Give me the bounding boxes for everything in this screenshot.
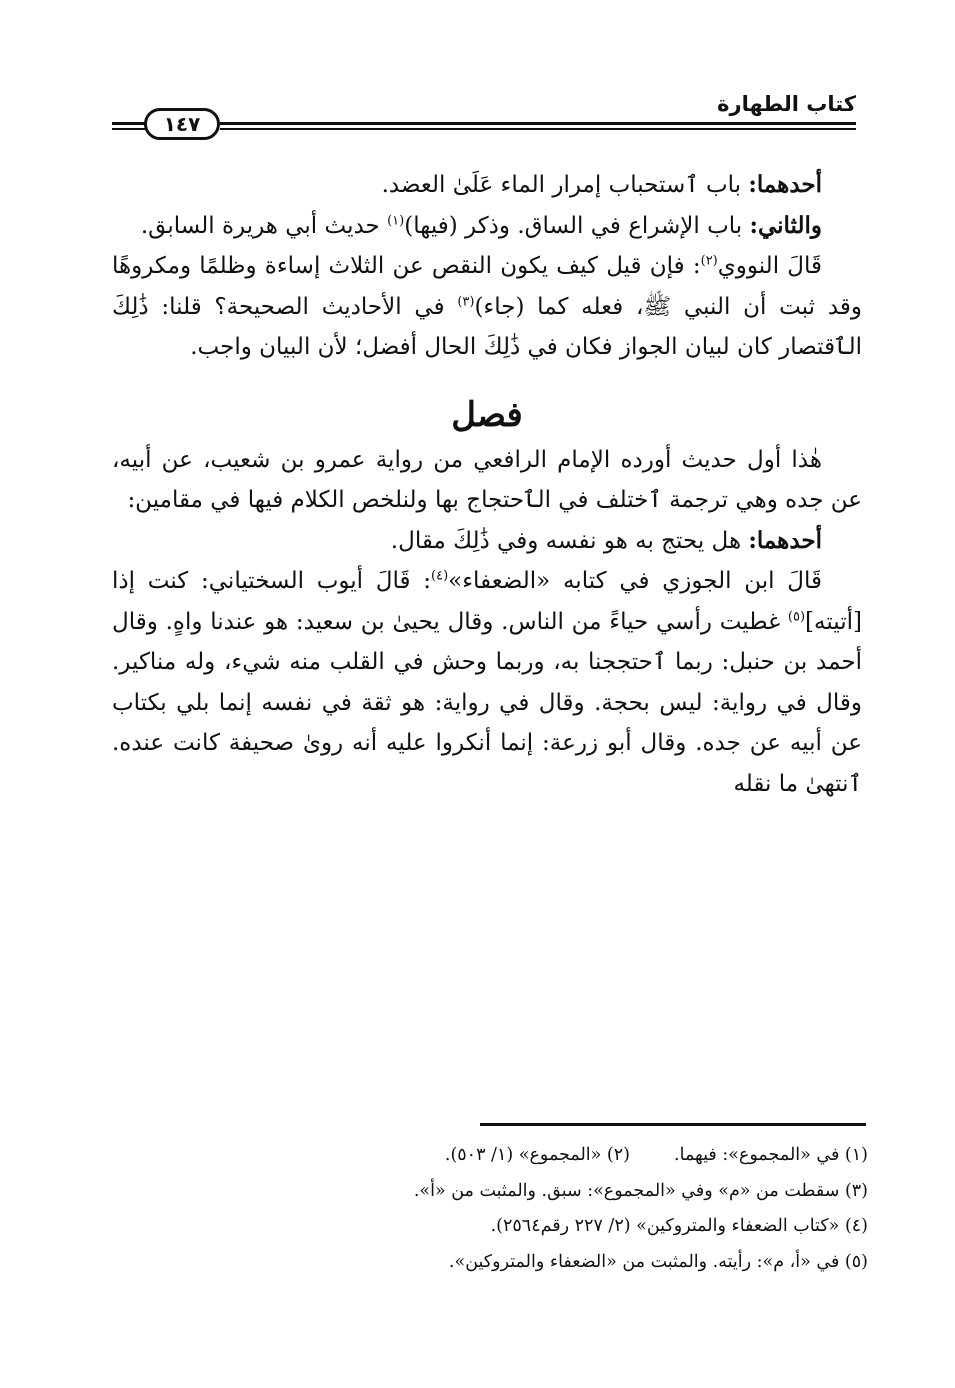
paragraph-3-text-c: في الأحاديث الصحيحة؟ قلنا: ذَٰلِكَ الٱقتصار كان لبيان الجواز فكان في ذَٰلِكَ الحال أفضل؛ لأن البيان واجب. (112, 293, 862, 360)
paragraph-2-text-b: حديث أبي هريرة السابق. (140, 212, 388, 239)
paragraph-1 (112, 165, 862, 206)
paragraph-5 (112, 521, 862, 562)
page-number: ١٤٧ (144, 108, 220, 140)
footnote-line-3 (112, 1209, 868, 1245)
paragraph-4: هٰذا أول حديث أورده الإمام الرافعي من رواية عمرو بن شعيب، عن أبيه، عن جده وهي ترجمة ٱختلف في الٱحتجاج بها ولنلخص الكلام فيها في مقامين: (112, 446, 862, 513)
paragraph-6 (112, 561, 862, 804)
paragraph-1-text: باب ٱستحباب إمرار الماء عَلَىٰ العضد. (381, 172, 749, 198)
header-rule-left-thick (112, 122, 146, 125)
paragraph-2-text-a: باب الإشراع في الساق. وذكر (فيها) (404, 212, 750, 239)
paragraph-3-text-b: : فإن قيل كيف يكون النقص عن الثلاث إساءة وظلمًا ومكروهًا وقد ثبت أن النبي ﷺ، فعله كما (جاء) (112, 253, 862, 320)
running-title: كتاب الطهارة (717, 92, 856, 116)
paragraph-3-text-a: قَالَ النووي (717, 253, 822, 279)
footnote-3: (٣) سقطت من «م» وفي «المجموع»: سبق. والمثبت من «أ». (413, 1180, 868, 1201)
paragraph-6-text-c: غطيت رأسي حياءً من الناس. وقال يحيىٰ بن سعيد: هو عندنا واهٍ. وقال أحمد بن حنبل: ربما ٱحتججنا به، وربما وحش في القلب منه شيء، وله مناكير. وقال في رواية: ليس بحجة. وقال في رواية: هو ثقة في نفسه إنما بلي بكتاب عن أبيه عن جده. وقال أبو زرعة: إنما أنكروا عليه أنه روىٰ صحيفة كانت عنده. ٱنتهىٰ ما نقله (112, 608, 862, 797)
header-rule-thin (220, 128, 856, 130)
footnote-line-1 (112, 1138, 868, 1174)
paragraph-5-text: هل يحتج به هو نفسه وفي ذَٰلِكَ مقال. (390, 527, 749, 554)
paragraph-3 (112, 246, 862, 368)
footnote-ref-5: (٥) (787, 608, 806, 624)
footnote-ref-2: (٢) (700, 253, 718, 269)
footnote-4: (٤) «كتاب الضعفاء والمتروكين» (٢/ ٢٢٧ رقم٢٥٦٤). (490, 1216, 868, 1236)
footnote-5: (٥) في «أ، م»: رأيته. والمثبت من «الضعفاء والمتروكين». (448, 1251, 868, 1272)
paragraph-6-text-b: : قَالَ أيوب السختياني: كنت إذا [أتيته] (112, 568, 862, 635)
main-text (112, 165, 862, 804)
footnote-line-4 (112, 1245, 868, 1281)
footnote-1: (١) في «المجموع»: فيهما. (674, 1145, 868, 1165)
page-header (112, 92, 856, 144)
paragraph-2 (112, 206, 862, 247)
paragraph-2-lead: والثاني: (749, 211, 822, 239)
footnote-ref-1: (١) (387, 212, 405, 228)
footnote-2: (٢) «المجموع» (١/ ٥٠٣). (444, 1145, 630, 1165)
paragraph-6-text-a: قَالَ ابن الجوزي في كتابه «الضعفاء» (448, 568, 823, 594)
header-rule-left-thin (112, 128, 146, 130)
section-heading: فصل (451, 394, 523, 435)
paragraph-5-lead: أحدهما: (748, 526, 822, 554)
footnotes (112, 1138, 868, 1280)
paragraph-1-lead: أحدهما: (748, 171, 822, 198)
footnote-ref-4: (٤) (431, 568, 449, 584)
footnote-ref-3: (٣) (457, 293, 475, 309)
footnote-line-2 (112, 1174, 868, 1210)
header-rule-thick (220, 122, 856, 125)
footnote-divider (480, 1123, 866, 1126)
